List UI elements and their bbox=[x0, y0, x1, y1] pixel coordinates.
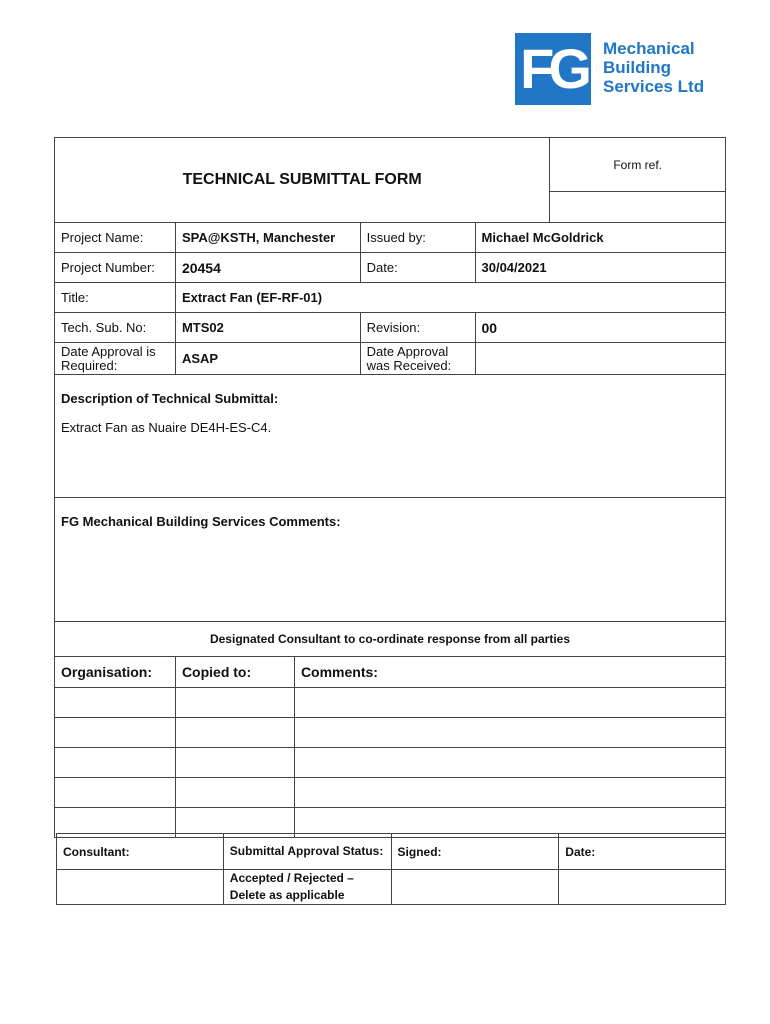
revision-value: 00 bbox=[475, 313, 726, 343]
logo-text: Mechanical Building Services Ltd bbox=[603, 39, 705, 96]
consultant-note: Designated Consultant to co-ordinate response from all parties bbox=[55, 622, 726, 657]
form-title: TECHNICAL SUBMITTAL FORM bbox=[55, 138, 550, 223]
project-name-value: SPA@KSTH, Manchester bbox=[175, 223, 360, 253]
copied-to-header: Copied to: bbox=[176, 657, 295, 687]
submittal-form-table bbox=[54, 137, 726, 838]
consultant-field[interactable] bbox=[57, 870, 224, 905]
description-section bbox=[55, 375, 726, 498]
date-approval-required-label: Date Approval is Required: bbox=[55, 343, 176, 375]
form-ref-field[interactable] bbox=[550, 192, 726, 223]
date-approval-received-value[interactable] bbox=[475, 343, 726, 375]
distribution-row[interactable] bbox=[55, 718, 176, 748]
description-text: Extract Fan as Nuaire DE4H-ES-C4. bbox=[61, 420, 272, 435]
organisation-header: Organisation: bbox=[55, 657, 176, 688]
approval-status-label: Submittal Approval Status: bbox=[223, 834, 391, 870]
distribution-row[interactable] bbox=[55, 688, 176, 718]
tech-sub-value: MTS02 bbox=[175, 313, 360, 343]
date-label: Date: bbox=[360, 253, 475, 283]
issued-by-value: Michael McGoldrick bbox=[475, 223, 726, 253]
tech-sub-label: Tech. Sub. No: bbox=[55, 313, 176, 343]
date-approval-received-label: Date Approval was Received: bbox=[360, 343, 475, 375]
consultant-label: Consultant: bbox=[57, 834, 224, 870]
approval-date-label: Date: bbox=[559, 834, 726, 870]
approval-status-options: Accepted / Rejected – Delete as applicable bbox=[223, 870, 391, 905]
title-value: Extract Fan (EF-RF-01) bbox=[175, 283, 725, 313]
approval-table bbox=[56, 833, 726, 905]
comments-section[interactable] bbox=[55, 498, 726, 622]
approval-date-field[interactable] bbox=[559, 870, 726, 905]
distribution-row[interactable] bbox=[55, 778, 176, 808]
logo-mark: FG bbox=[515, 33, 591, 105]
comments-header: Comments: bbox=[300, 664, 378, 680]
company-logo bbox=[515, 33, 725, 105]
date-value: 30/04/2021 bbox=[475, 253, 726, 283]
project-number-label: Project Number: bbox=[55, 253, 176, 283]
description-label: Description of Technical Submittal: bbox=[61, 391, 279, 406]
date-approval-required-value: ASAP bbox=[175, 343, 360, 375]
comments-label: FG Mechanical Building Services Comments: bbox=[61, 514, 341, 529]
title-label: Title: bbox=[55, 283, 176, 313]
signed-field[interactable] bbox=[391, 870, 559, 905]
project-name-label: Project Name: bbox=[55, 223, 176, 253]
revision-label: Revision: bbox=[360, 313, 475, 343]
issued-by-label: Issued by: bbox=[360, 223, 475, 253]
signed-label: Signed: bbox=[391, 834, 559, 870]
project-number-value: 20454 bbox=[175, 253, 360, 283]
form-ref-label: Form ref. bbox=[550, 138, 726, 192]
distribution-row[interactable] bbox=[55, 748, 176, 778]
